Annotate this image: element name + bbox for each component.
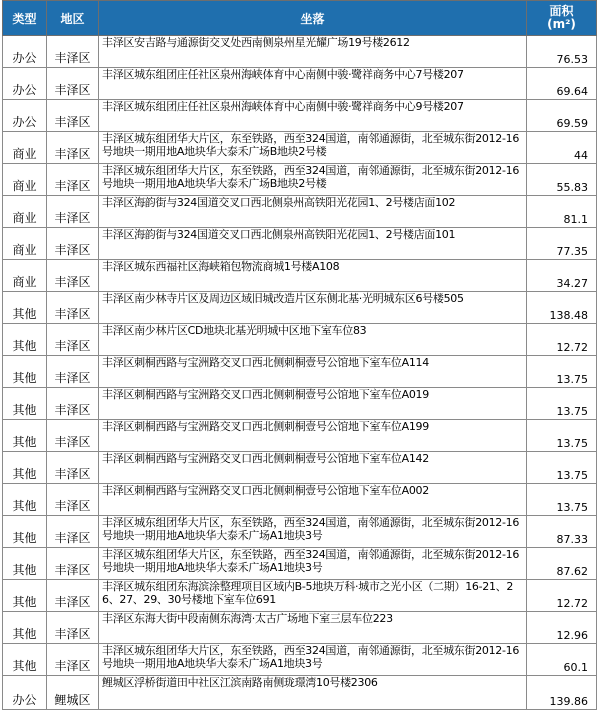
size-cell: 60.1 — [527, 644, 597, 676]
type-cell: 其他 — [3, 580, 47, 612]
location-cell: 丰泽区城东组团华大片区，东至铁路，西至324国道，南邻通源街，北至城东街2012-16号地块一期用地A地块华大泰禾广场A1地块3号 — [99, 516, 527, 548]
area-cell: 丰泽区 — [47, 100, 99, 132]
type-cell: 办公 — [3, 676, 47, 710]
table-row — [3, 676, 597, 710]
area-cell: 丰泽区 — [47, 68, 99, 100]
table-row — [3, 324, 597, 356]
table-row — [3, 356, 597, 388]
table-row — [3, 36, 597, 68]
type-cell: 其他 — [3, 324, 47, 356]
area-cell: 丰泽区 — [47, 644, 99, 676]
size-cell: 34.27 — [527, 260, 597, 292]
location-cell: 丰泽区城东组团华大片区，东至铁路，西至324国道，南邻通源街，北至城东街2012-16号地块一期用地A地块华大泰禾广场A1地块3号 — [99, 644, 527, 676]
type-cell: 其他 — [3, 644, 47, 676]
size-cell: 87.62 — [527, 548, 597, 580]
size-cell: 12.72 — [527, 324, 597, 356]
area-cell: 丰泽区 — [47, 260, 99, 292]
header-location: 坐落 — [99, 1, 527, 36]
type-cell: 其他 — [3, 452, 47, 484]
table-row — [3, 548, 597, 580]
type-cell: 其他 — [3, 420, 47, 452]
location-cell: 丰泽区城东组团东海滨涂整理项目区域内B-5地块万科·城市之光小区（二期）16-21、26、27、29、30号楼地下室车位691 — [99, 580, 527, 612]
location-cell: 丰泽区海韵街与324国道交叉口西北侧泉州高铁阳光花园1、2号楼店面102 — [99, 196, 527, 228]
location-cell: 丰泽区海韵街与324国道交叉口西北侧泉州高铁阳光花园1、2号楼店面101 — [99, 228, 527, 260]
size-cell: 139.86 — [527, 676, 597, 710]
location-cell: 丰泽区刺桐西路与宝洲路交叉口西北侧刺桐壹号公馆地下室车位A114 — [99, 356, 527, 388]
table-row — [3, 420, 597, 452]
size-cell: 13.75 — [527, 356, 597, 388]
area-cell: 丰泽区 — [47, 356, 99, 388]
table-row — [3, 452, 597, 484]
property-table — [2, 0, 597, 710]
type-cell: 其他 — [3, 292, 47, 324]
area-cell: 丰泽区 — [47, 36, 99, 68]
table-row — [3, 68, 597, 100]
table-header-row — [3, 1, 597, 36]
table-row — [3, 100, 597, 132]
table-row — [3, 612, 597, 644]
header-type: 类型 — [3, 1, 47, 36]
area-cell: 丰泽区 — [47, 324, 99, 356]
type-cell: 商业 — [3, 260, 47, 292]
size-cell: 55.83 — [527, 164, 597, 196]
type-cell: 商业 — [3, 164, 47, 196]
table-row — [3, 132, 597, 164]
area-cell: 丰泽区 — [47, 580, 99, 612]
area-cell: 丰泽区 — [47, 484, 99, 516]
location-cell: 丰泽区刺桐西路与宝洲路交叉口西北侧刺桐壹号公馆地下室车位A002 — [99, 484, 527, 516]
size-cell: 12.72 — [527, 580, 597, 612]
location-cell: 丰泽区安吉路与通源街交叉处西南侧泉州星光耀广场19号楼2612 — [99, 36, 527, 68]
location-cell: 丰泽区南少林寺片区及周边区域旧城改造片区东侧北基·光明城东区6号楼505 — [99, 292, 527, 324]
table-row — [3, 292, 597, 324]
size-cell: 69.59 — [527, 100, 597, 132]
area-cell: 丰泽区 — [47, 516, 99, 548]
area-cell: 丰泽区 — [47, 164, 99, 196]
size-cell: 44 — [527, 132, 597, 164]
header-area: 地区 — [47, 1, 99, 36]
table-row — [3, 516, 597, 548]
property-table-container — [2, 0, 596, 710]
area-cell: 丰泽区 — [47, 196, 99, 228]
table-row — [3, 388, 597, 420]
header-size-label: 面积 — [549, 4, 574, 18]
location-cell: 丰泽区城东组团华大片区，东至铁路，西至324国道，南邻通源街，北至城东街2012-16号地块一期用地A地块华大泰禾广场B地块2号楼 — [99, 132, 527, 164]
location-cell: 丰泽区刺桐西路与宝洲路交叉口西北侧刺桐壹号公馆地下室车位A142 — [99, 452, 527, 484]
type-cell: 商业 — [3, 196, 47, 228]
size-cell: 69.64 — [527, 68, 597, 100]
location-cell: 丰泽区城东西福社区海峡箱包物流商城1号楼A108 — [99, 260, 527, 292]
size-cell: 138.48 — [527, 292, 597, 324]
table-row — [3, 644, 597, 676]
size-cell: 87.33 — [527, 516, 597, 548]
size-cell: 13.75 — [527, 388, 597, 420]
header-size — [527, 1, 597, 36]
size-cell: 81.1 — [527, 196, 597, 228]
table-row — [3, 164, 597, 196]
location-cell: 丰泽区城东组团华大片区，东至铁路，西至324国道，南邻通源街，北至城东街2012-16号地块一期用地A地块华大泰禾广场A1地块3号 — [99, 548, 527, 580]
header-size-unit: (m²) — [547, 17, 576, 31]
location-cell: 丰泽区城东组团庄任社区泉州海峡体育中心南侧中骏·鹭祥商务中心9号楼207 — [99, 100, 527, 132]
type-cell: 其他 — [3, 516, 47, 548]
table-row — [3, 196, 597, 228]
location-cell: 丰泽区城东组团华大片区，东至铁路，西至324国道，南邻通源街，北至城东街2012-16号地块一期用地A地块华大泰禾广场B地块2号楼 — [99, 164, 527, 196]
area-cell: 丰泽区 — [47, 132, 99, 164]
area-cell: 丰泽区 — [47, 452, 99, 484]
size-cell: 13.75 — [527, 420, 597, 452]
size-cell: 13.75 — [527, 484, 597, 516]
area-cell: 丰泽区 — [47, 292, 99, 324]
type-cell: 办公 — [3, 68, 47, 100]
type-cell: 商业 — [3, 132, 47, 164]
size-cell: 12.96 — [527, 612, 597, 644]
location-cell: 丰泽区南少林片区CD地块北基光明城中区地下室车位83 — [99, 324, 527, 356]
table-row — [3, 260, 597, 292]
location-cell: 鲤城区浮桥街道田中社区江滨南路南侧珑璟湾10号楼2306 — [99, 676, 527, 710]
location-cell: 丰泽区刺桐西路与宝洲路交叉口西北侧刺桐壹号公馆地下室车位A199 — [99, 420, 527, 452]
location-cell: 丰泽区刺桐西路与宝洲路交叉口西北侧刺桐壹号公馆地下室车位A019 — [99, 388, 527, 420]
type-cell: 办公 — [3, 36, 47, 68]
type-cell: 其他 — [3, 612, 47, 644]
type-cell: 办公 — [3, 100, 47, 132]
area-cell: 丰泽区 — [47, 420, 99, 452]
type-cell: 其他 — [3, 356, 47, 388]
type-cell: 其他 — [3, 548, 47, 580]
size-cell: 76.53 — [527, 36, 597, 68]
area-cell: 丰泽区 — [47, 612, 99, 644]
type-cell: 其他 — [3, 484, 47, 516]
location-cell: 丰泽区城东组团庄任社区泉州海峡体育中心南侧中骏·鹭祥商务中心7号楼207 — [99, 68, 527, 100]
table-row — [3, 580, 597, 612]
size-cell: 13.75 — [527, 452, 597, 484]
location-cell: 丰泽区东海大街中段南侧东海湾·太古广场地下室三层车位223 — [99, 612, 527, 644]
table-row — [3, 228, 597, 260]
table-row — [3, 484, 597, 516]
size-cell: 77.35 — [527, 228, 597, 260]
area-cell: 鲤城区 — [47, 676, 99, 710]
type-cell: 商业 — [3, 228, 47, 260]
type-cell: 其他 — [3, 388, 47, 420]
area-cell: 丰泽区 — [47, 228, 99, 260]
area-cell: 丰泽区 — [47, 388, 99, 420]
area-cell: 丰泽区 — [47, 548, 99, 580]
